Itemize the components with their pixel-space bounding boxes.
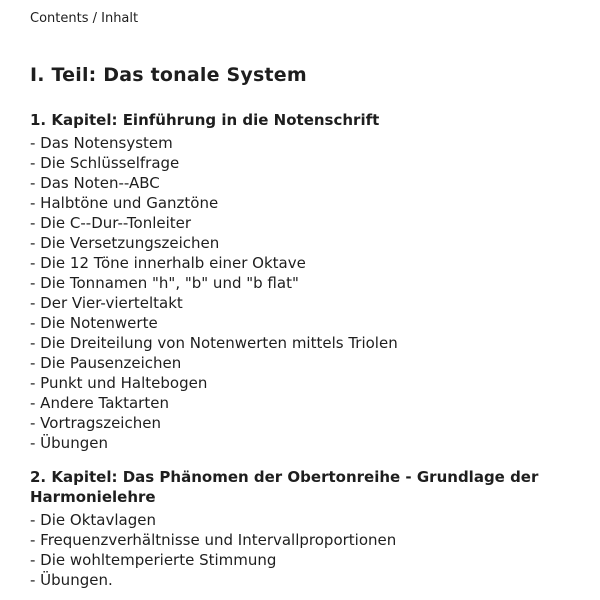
toc-item: - Vortragszeichen [30, 414, 161, 432]
toc-item: - Das Notensystem [30, 134, 173, 152]
part-title: I. Teil: Das tonale System [30, 64, 307, 86]
toc-item: - Die Notenwerte [30, 314, 158, 332]
toc-item: - Die C--Dur--Tonleiter [30, 214, 192, 232]
toc-item: - Der Vier-vierteltakt [30, 294, 183, 312]
chapter-2-title: 2. Kapitel: Das Phänomen der Obertonreihe - Grundlage der Harmonielehre [30, 468, 539, 506]
toc-item: - Die Dreiteilung von Notenwerten mittels Triolen [30, 334, 398, 352]
toc-item: - Die Versetzungszeichen [30, 234, 220, 252]
toc-item: - Übungen [30, 434, 108, 452]
toc-item: - Halbtöne und Ganztöne [30, 194, 219, 212]
toc-item: - Übungen. [30, 571, 113, 589]
toc-item: - Die wohltemperierte Stimmung [30, 551, 277, 569]
toc-item: - Die Pausenzeichen [30, 354, 182, 372]
toc-item: - Die Schlüsselfrage [30, 154, 180, 172]
contents-header-label: Contents / Inhalt [30, 11, 139, 26]
toc-item: - Andere Taktarten [30, 394, 169, 412]
toc-item: - Die Oktavlagen [30, 511, 156, 529]
chapter-1-item-list [30, 133, 580, 453]
toc-item: - Das Noten--ABC [30, 174, 160, 192]
toc-item: - Die Tonnamen "h", "b" und "b flat" [30, 274, 299, 292]
chapter-1-title: 1. Kapitel: Einführung in die Notenschrift [30, 111, 380, 129]
chapter-2-item-list [30, 510, 580, 590]
toc-item: - Frequenzverhältnisse und Intervallproportionen [30, 531, 397, 549]
toc-item: - Die 12 Töne innerhalb einer Oktave [30, 254, 306, 272]
toc-item: - Punkt und Haltebogen [30, 374, 208, 392]
